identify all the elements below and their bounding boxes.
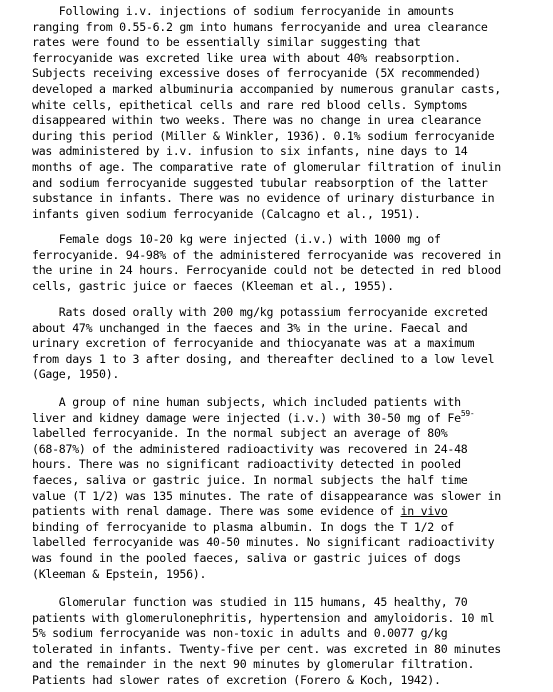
- text-line: white cells, epithetical cells and rare red blood cells. Symptoms: [32, 97, 468, 112]
- text-line: substance in infants. There was no evidence of urinary disturbance in: [32, 191, 495, 206]
- text-line: binding of ferrocyanide to plasma albumin. In dogs the T 1/2 of: [32, 519, 455, 534]
- text-line: hours. There was no significant radioactivity detected in pooled: [32, 457, 461, 472]
- text-line: developed a marked albuminuria accompanied by numerous granular casts,: [32, 81, 502, 96]
- text-line: ferrocyanide was excreted like urea with about 40% reabsorption.: [32, 50, 461, 65]
- paragraph-forero-koch: [32, 595, 552, 689]
- text-segment: patients with renal damage. There was some evidence of: [32, 504, 401, 519]
- text-line: Glomerular function was studied in 115 humans, 45 healthy, 70: [32, 595, 468, 609]
- text-line: faeces, saliva or gastric juice. In normal subjects the half time: [32, 472, 468, 487]
- text-line: was found in the pooled faeces, saliva or gastric juices of dogs: [32, 550, 461, 565]
- paragraph-kleeman-dogs: [32, 232, 552, 294]
- paragraph-miller-winkler-calcagno: [32, 4, 552, 222]
- text-line: urinary excretion of ferrocyanide and thiocyanate was at a maximum: [32, 336, 475, 351]
- text-line: Female dogs 10-20 kg were injected (i.v.) with 1000 mg of: [32, 232, 441, 246]
- text-line: and sodium ferrocyanide suggested tubular reabsorption of the latter: [32, 175, 488, 190]
- text-line: rates were found to be essentially similar suggesting that: [32, 35, 421, 50]
- text-line: and the remainder in the next 90 minutes by glomerular filtration.: [32, 657, 475, 672]
- text-line: the urine in 24 hours. Ferrocyanide could not be detected in red blood: [32, 263, 502, 278]
- text-line: [32, 408, 552, 427]
- text-line: Rats dosed orally with 200 mg/kg potassium ferrocyanide excreted: [32, 305, 488, 319]
- text-line: (Kleeman & Epstein, 1956).: [32, 566, 207, 581]
- text-line: labelled ferrocyanide was 40-50 minutes. No significant radioactivity: [32, 535, 495, 550]
- text-line: tolerated in infants. Twenty-five per cent. was excreted in 80 minutes: [32, 641, 502, 656]
- text-line: (Gage, 1950).: [32, 367, 120, 382]
- isotope-superscript: 59-: [460, 408, 475, 418]
- text-line: 5% sodium ferrocyanide was non-toxic in adults and 0.0077 g/kg: [32, 626, 448, 641]
- text-line: value (T 1/2) was 135 minutes. The rate of disappearance was slower in: [32, 488, 502, 503]
- text-line: disappeared within two weeks. There was no change in urea clearance: [32, 113, 481, 128]
- text-line: ranging from 0.55-6.2 gm into humans ferrocyanide and urea clearance: [32, 19, 488, 34]
- text-line: about 47% unchanged in the faeces and 3% in the urine. Faecal and: [32, 320, 468, 335]
- text-line: patients with glomerulonephritis, hypertension and amyloidoris. 10 ml: [32, 610, 495, 625]
- text-line: Patients had slower rates of excretion (Forero & Koch, 1942).: [32, 672, 441, 687]
- text-line: infants given sodium ferrocyanide (Calcagno et al., 1951).: [32, 206, 421, 221]
- text-line: Following i.v. injections of sodium ferrocyanide in amounts: [32, 4, 455, 18]
- text-line: cells, gastric juice or faeces (Kleeman et al., 1955).: [32, 278, 394, 293]
- text-line: was administered by i.v. infusion to six infants, nine days to 14: [32, 144, 468, 159]
- underlined-term: in vivo: [400, 504, 448, 519]
- text-segment: liver and kidney damage were injected (i.v.) with 30-50 mg of Fe: [32, 410, 461, 425]
- text-line: during this period (Miller & Winkler, 1936). 0.1% sodium ferrocyanide: [32, 128, 495, 143]
- text-line: labelled ferrocyanide. In the normal subject an average of 80%: [32, 426, 448, 441]
- paragraph-kleeman-epstein: [32, 395, 552, 582]
- text-line: ferrocyanide. 94-98% of the administered ferrocyanide was recovered in: [32, 247, 502, 262]
- text-line: Subjects receiving excessive doses of ferrocyanide (5X recommended): [32, 66, 481, 81]
- text-line: [32, 504, 552, 520]
- text-line: (68-87%) of the administered radioactivity was recovered in 24-48: [32, 441, 468, 456]
- text-line: months of age. The comparative rate of glomerular filtration of inulin: [32, 159, 502, 174]
- text-line: A group of nine human subjects, which included patients with: [32, 395, 461, 409]
- paragraph-gage-rats: [32, 305, 552, 383]
- text-line: from days 1 to 3 after dosing, and thereafter declined to a low level: [32, 351, 495, 366]
